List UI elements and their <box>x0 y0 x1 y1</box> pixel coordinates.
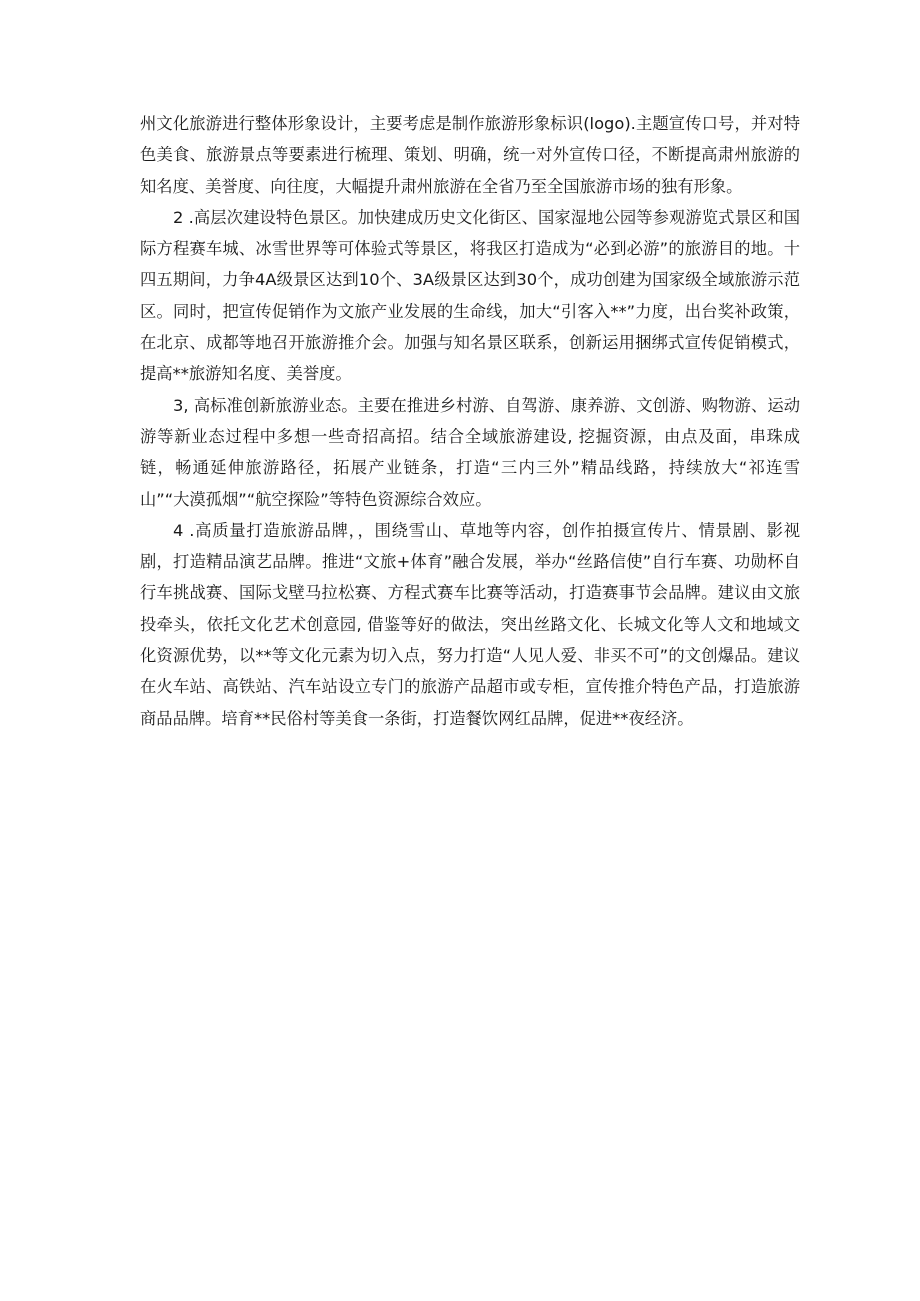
paragraph-3: 3, 高标准创新旅游业态。主要在推进乡村游、自驾游、康养游、文创游、购物游、运动游等新业态过程中多想一些奇招高招。结合全域旅游建设, 挖掘资源，由点及面，串珠成链，畅通延伸旅游路径，拓展产业链条，打造“三内三外”精品线路，持续放大“祁连雪山”“大漠孤烟”“航空探险”等特色资源综合效应。 <box>140 395 800 509</box>
paragraph-2: 2 .高层次建设特色景区。加快建成历史文化街区、国家湿地公园等参观游览式景区和国际方程赛车城、冰雪世界等可体验式等景区，将我区打造成为“必到必游”的旅游目的地。十四五期间，力争4A级景区达到10个、3A级景区达到30个，成功创建为国家级全域旅游示范区。同时，把宣传促销作为文旅产业发展的生命线，加大“引客入**”力度，出台奖补政策，在北京、成都等地召开旅游推介会。加强与知名景区联系，创新运用捆绑式宣传促销模式，提高**旅游知名度、美誉度。 <box>140 207 800 384</box>
paragraph-4: 4 .高质量打造旅游品牌，，围绕雪山、草地等内容，创作拍摄宣传片、情景剧、影视剧，打造精品演艺品牌。推进“文旅+体育”融合发展，举办“丝路信使”自行车赛、功勋杯自行车挑战赛、国际戈壁马拉松赛、方程式赛车比赛等活动，打造赛事节会品牌。建议由文旅投牵头，依托文化艺术创意园, 借鉴等好的做法，突出丝路文化、长城文化等人文和地域文化资源优势，以**等文化元素为切入点，努力打造“人见人爱、非买不可”的文创爆品。建议在火车站、高铁站、汽车站设立专门的旅游产品超市或专柜，宣传推介特色产品，打造旅游商品品牌。培育**民俗村等美食一条街，打造餐饮网红品牌，促进**夜经济。 <box>140 520 800 728</box>
paragraph-1: 州文化旅游进行整体形象设计，主要考虑是制作旅游形象标识(logo).主题宣传口号，并对特色美食、旅游景点等要素进行梳理、策划、明确，统一对外宣传口径，不断提高肃州旅游的知名度、美誉度、向往度，大幅提升肃州旅游在全省乃至全国旅游市场的独有形象。 <box>140 114 800 196</box>
document-body <box>140 108 800 734</box>
